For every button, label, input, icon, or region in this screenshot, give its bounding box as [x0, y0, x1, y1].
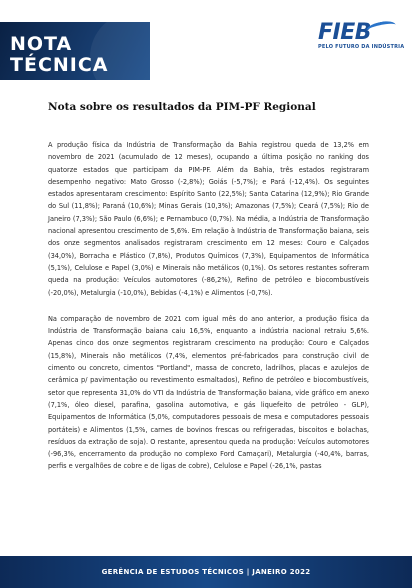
document-body: [48, 139, 369, 473]
header-title-line-2: TÉCNICA: [10, 54, 109, 76]
page-footer: [0, 556, 412, 588]
logo-text: FIEB: [318, 20, 372, 45]
footer-text: GERÊNCIA DE ESTUDOS TÉCNICOS | JANEIRO 2022: [101, 568, 311, 576]
page-header: [0, 0, 412, 82]
fieb-logo: [318, 20, 405, 54]
logo-tagline: PELO FUTURO DA INDÚSTRIA: [318, 44, 405, 50]
paragraph-1: A produção física da Indústria de Transformação da Bahia registrou queda de 13,2% em novembro de 2021 (acumulado de 12 meses), ocupando a última posição no ranking dos quatorze estados que participam da PIM-PF. Além da Bahia, três estados registraram desempenho negativo: Mato Grosso (-2,8%); Goiás (-5,7%); e Pará (-12,4%). Os seguintes estados apresentaram crescimento: Espírito Santo (22,5%); Santa Catarina (12,9%); Rio Grande do Sul (11,8%); Paraná (10,6%); Minas Gerais (10,3%); Amazonas (7,5%); Ceará (7,5%); Rio de Janeiro (7,3%); São Paulo (6,6%); e Pernambuco (0,7%). Na média, a Indústria de Transformação nacional apresentou crescimento de 5,6%. Em relação à Indústria de Transformação baiana, seis dos onze segmentos analisados registraram crescimento em 12 meses: Couro e Calçados (34,0%), Borracha e Plástico (7,8%), Produtos Químicos (7,3%), Equipamentos de Informática (5,1%), Celulose e Papel (3,0%) e Minerais não metálicos (0,1%). Os setores restantes sofreram queda na produção: Veículos automotores (-86,2%), Refino de petróleo e biocombustíveis (-20,0%), Metalurgia (-10,0%), Bebidas (-4,1%) e Alimentos (-0,7%).: [48, 141, 369, 297]
document-title: Nota sobre os resultados da PIM-PF Regional: [48, 101, 316, 113]
paragraph-2: Na comparação de novembro de 2021 com igual mês do ano anterior, a produção física da Indústria de Transformação baiana caiu 16,5%, enquanto a indústria nacional retraiu 5,6%. Apenas cinco dos onze segmentos registraram crescimento na produção: Couro e Calçados (15,8%), Minerais não metálicos (7,4%, elementos pré-fabricados para construção civil de cimento ou concreto, cimentos "Portland", massa de concreto, ladrilhos, placas e azulejos de cerâmica p/ pavimentação ou revestimento esmaltados), Refino de petróleo e biocombustíveis, setor que representa 31,0% do VTI da Indústria de Transformação baiana, vide gráfico em anexo (7,1%, óleo diesel, parafina, gasolina automotiva, e gás liquefeito de petróleo - GLP), Equipamentos de Informática (5,0%, computadores pessoais de mesa e computadores pessoais portáteis) e Alimentos (1,5%, carnes de bovinos frescas ou refrigeradas, biscoitos e bolachas, resíduos da extração de soja). O restante, apresentou queda na produção: Veículos automotores (-96,3%, encerramento da produção no complexo Ford Camaçari), Metalurgia (-40,4%, barras, perfis e vergalhões de cobre e de ligas de cobre), Celulose e Papel (-26,1%, pastas: [48, 314, 369, 471]
header-title-line-1: NOTA: [10, 33, 73, 55]
